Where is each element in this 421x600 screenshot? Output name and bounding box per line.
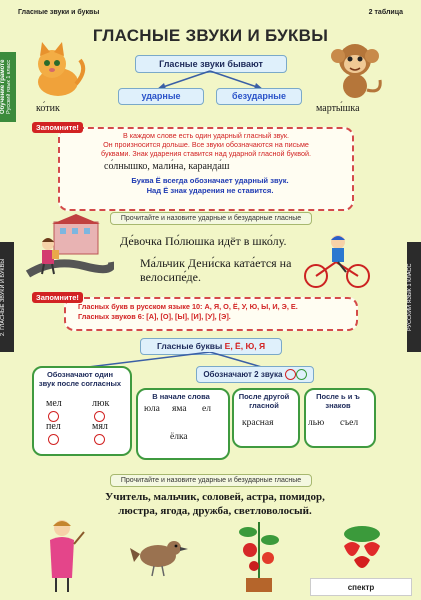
series-subname: Русский язык 1 класс — [6, 59, 12, 115]
after-vowel-title: После другой гласной — [238, 392, 290, 410]
remember-1-line1: В каждом слове есть один ударный гласный звук. — [122, 131, 290, 140]
sentence-1: Де́вочка По́люшка идёт в шко́лу. — [120, 234, 287, 248]
sound-marker-icon — [48, 411, 59, 422]
tomato-plant-illustration — [232, 518, 286, 594]
top-bar — [18, 6, 403, 18]
teacher-illustration — [40, 516, 86, 594]
kitten-illustration — [28, 40, 88, 100]
left-dark-tab — [0, 242, 14, 352]
unstressed-pill: безударные — [216, 88, 302, 105]
right-dark-label: РУССКИЙ ЯЗЫК 1 КЛАСС — [407, 263, 413, 331]
topbar-left: Гласные звуки и буквы — [18, 8, 100, 16]
remember-2-line2: Гласных звуков 6: [А], [О], [Ы], [И], [У], [Э]. — [78, 312, 231, 321]
one-sound-word-1: мел — [46, 398, 62, 409]
after-signs-title: После ь и ъ знаков — [316, 392, 360, 410]
publisher-logo — [310, 578, 412, 596]
vowel-letters-list: Е, Ё, Ю, Я — [224, 341, 266, 351]
remember-1-rule2: Над Ё знак ударения не ставится. — [146, 186, 274, 195]
remember-tag-2: Запомните! — [32, 292, 83, 303]
series-name: Обучение грамоте — [0, 59, 6, 115]
one-sound-word-2: люк — [92, 398, 110, 409]
stressed-pill: ударные — [118, 88, 204, 105]
after-vowel-word: красная — [242, 418, 274, 428]
right-dark-tab — [407, 242, 421, 352]
publisher-brand: спектр — [347, 582, 375, 592]
remember-1-rule1: Буква Ё всегда обозначает ударный звук. — [131, 176, 289, 185]
girl-school-illustration — [24, 214, 114, 284]
two-sounds-header — [196, 366, 314, 383]
start-word-2: яма — [172, 404, 187, 414]
sound-marker-icon — [48, 434, 59, 445]
final-words-line2: люстра, ягода, дружба, светловолосый. — [118, 505, 312, 517]
after-signs-word-2: съел — [340, 418, 359, 428]
remember-1-words: со́лнышко, мали́на, каранда́ш — [104, 161, 230, 172]
instruction-2: Прочитайте и назовите ударные и безударные гласные — [110, 474, 312, 487]
sentence-2: Ма́льчик Дени́ска ката́ется на велосипе́де. — [140, 256, 292, 284]
start-word-3: ел — [202, 404, 211, 414]
start-word-1: юла — [144, 404, 160, 414]
sound-marker-icon — [94, 411, 105, 422]
remember-1-rules — [100, 176, 320, 196]
series-label — [0, 52, 16, 122]
topbar-right: 2 таблица — [368, 8, 403, 16]
monkey-illustration — [322, 36, 388, 102]
after-signs-word-1: лью — [308, 418, 325, 428]
strawberry-illustration — [334, 522, 390, 576]
vowel-letters-title: Гласные буквы — [156, 341, 223, 351]
instruction-1: Прочитайте и назовите ударные и безударные гласные — [110, 212, 312, 225]
final-words-line1: Учитель, мальчик, соловей, астра, помидор, — [105, 491, 325, 503]
remember-2-line1: Гласных букв в русском языке 10: А, Я, О, Ё, У, Ю, Ы, И, Э, Е. — [78, 302, 298, 311]
example-kotik: ко́тик — [36, 103, 60, 114]
remember-1-line2: Он произносится дольше. Все звуки обозначаются на письме — [103, 140, 309, 149]
nightingale-illustration — [130, 528, 190, 578]
page-title: ГЛАСНЫЕ ЗВУКИ И БУКВЫ — [92, 26, 329, 45]
example-martyshka: марты́шка — [316, 103, 360, 114]
left-dark-label: 2. ГЛАСНЫЕ ЗВУКИ И БУКВЫ — [0, 258, 6, 336]
start-word-4: ёлка — [170, 432, 188, 442]
sound-marker-icon — [94, 434, 105, 445]
remember-1-line3: буквами. Знак ударения ставится над ударной гласной буквой. — [101, 149, 311, 158]
final-words — [80, 490, 350, 518]
sound-marker-icon — [296, 369, 307, 380]
remember-2-text — [78, 302, 348, 322]
start-of-word-title: В начале слова — [152, 392, 210, 401]
remember-tag-1: Запомните! — [32, 122, 83, 133]
two-sounds-title: Обозначают 2 звука — [203, 370, 283, 379]
sound-marker-icon — [285, 369, 296, 380]
vowel-sounds-header: Гласные звуки бывают — [135, 55, 287, 73]
boy-bicycle-illustration — [302, 232, 374, 290]
one-sound-title: Обозначают один звук после согласных — [38, 370, 122, 388]
one-sound-word-3: пел — [46, 421, 61, 432]
remember-1-text — [66, 131, 346, 158]
one-sound-word-4: мял — [92, 421, 108, 432]
